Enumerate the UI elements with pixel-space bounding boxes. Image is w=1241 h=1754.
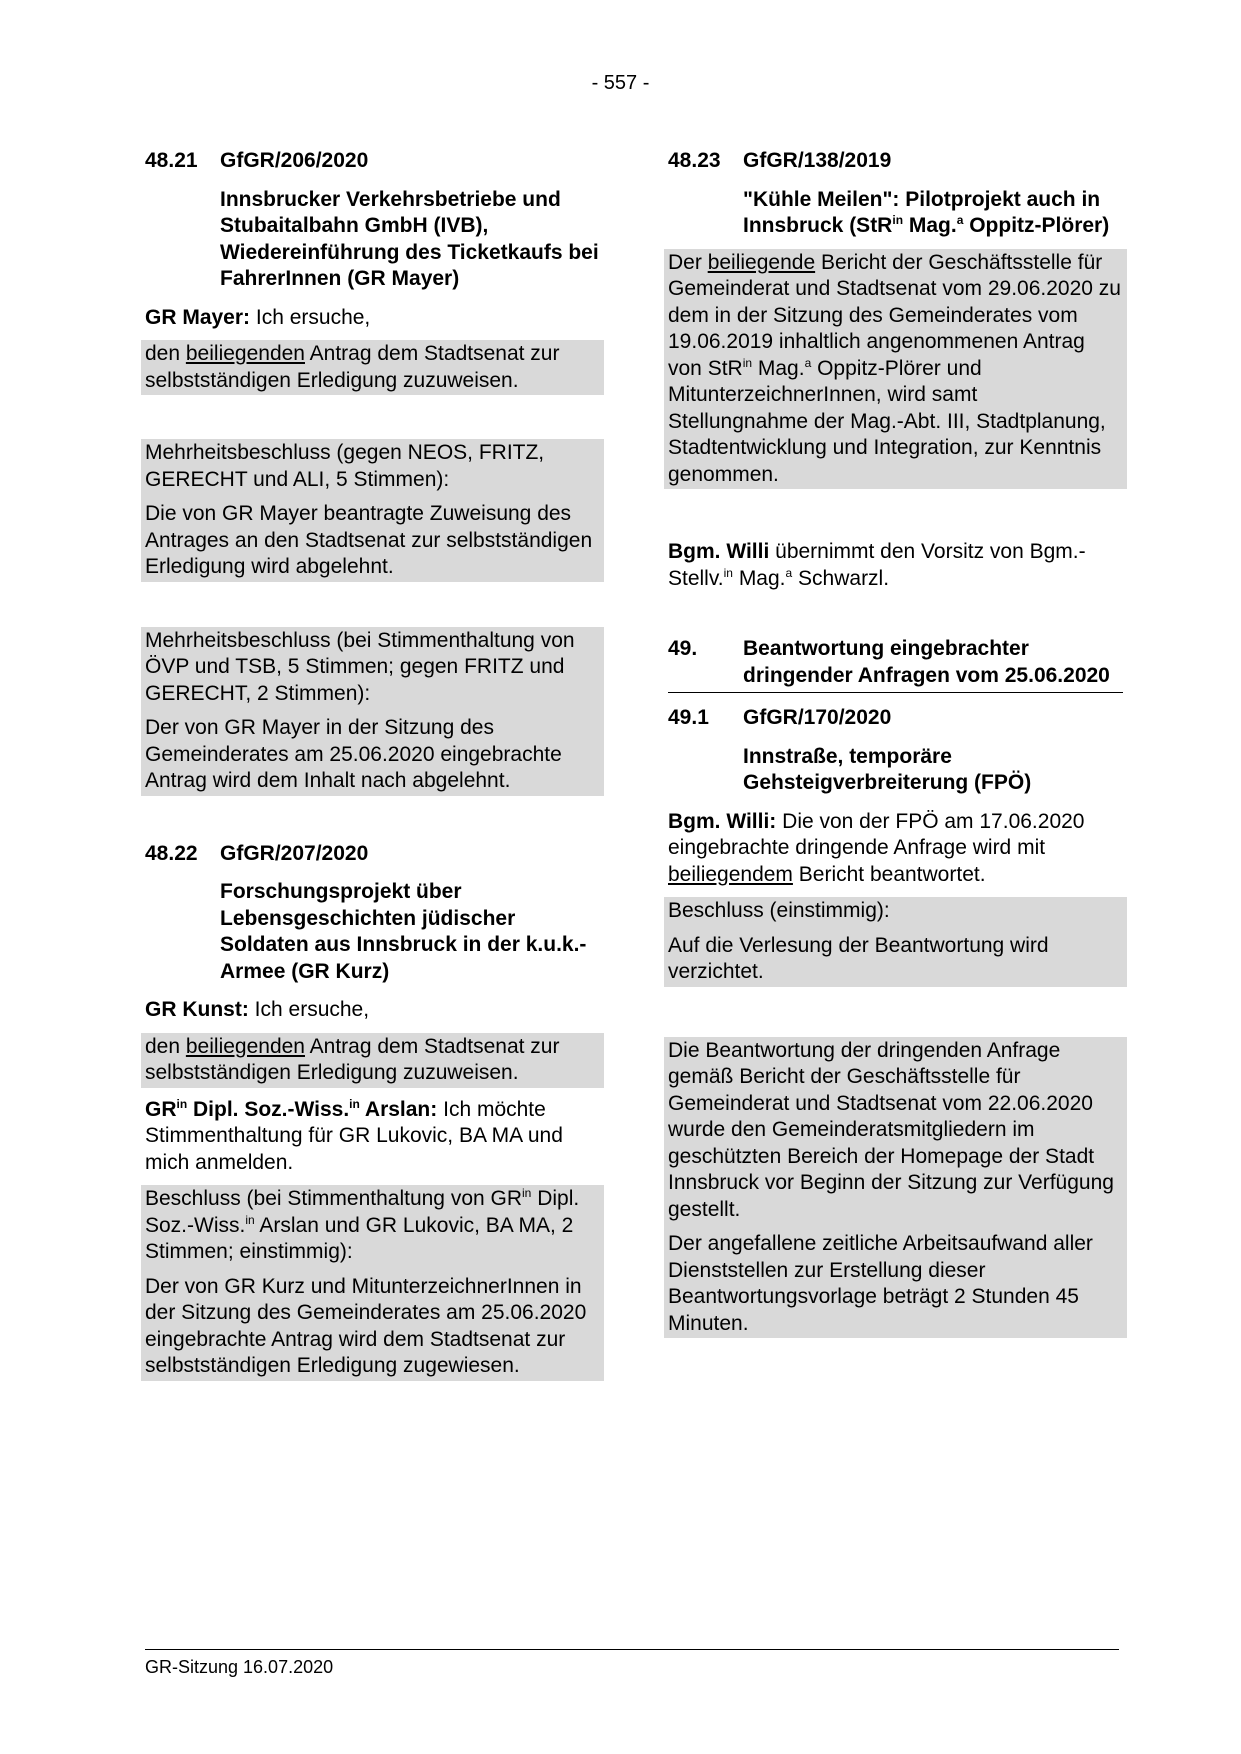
right-column <box>668 148 1123 1338</box>
resolution-text: Der von GR Mayer in der Sitzung des Gemeinderates am 25.06.2020 eingebrachte Antrag wird dem Inhalt nach abgelehnt. <box>145 716 562 792</box>
section-number: 49.1 <box>668 706 709 729</box>
attachment-link[interactable]: beiliegenden <box>185 1034 305 1058</box>
section-number: 48.22 <box>145 841 198 865</box>
request-text-post: Antrag dem Stadtsenat zur selbstständigen Erledigung zuzuweisen. <box>145 1034 560 1084</box>
section-number: 49. <box>668 637 698 660</box>
vote-text: Mehrheitsbeschluss (gegen NEOS, FRITZ, GERECHT und ALI, 5 Stimmen): <box>145 441 545 491</box>
section-title: Innstraße, temporäre Gehsteigverbreiterung (FPÖ) <box>743 744 1032 794</box>
resolution-text: Der beiliegende Bericht der Geschäftsstelle für Gemeinderat und Stadtsenat vom 29.06.2020 zu dem in der Sitzung des Gemeinderates vom 19.06.2019 inhaltlich angenommenen Antrag von StR$^{in}$ Mag.$^a$ Oppitz-Plörer und MitunterzeichnerInnen, wird samt Stellungnahme der Mag.-Abt. III, Stadtplanung, Stadtentwicklung und Integration, zur Kenntnis genommen. <box>664 249 1127 490</box>
attachment-link[interactable]: beiliegendem <box>668 862 793 886</box>
speech-text: Ich ersuche, <box>254 998 370 1021</box>
attachment-link[interactable]: beiliegenden <box>185 342 305 365</box>
chair-change-note: Bgm. Willi übernimmt den Vorsitz von Bgm.-Stellv.$^{in}$ Mag.$^a$ Schwarzl. <box>668 540 1086 590</box>
section-number: 48.21 <box>145 149 198 172</box>
speech-text: Ich ersuche, <box>255 305 371 329</box>
request-text-pre: den <box>145 1034 186 1058</box>
section-code: GfGR/207/2020 <box>220 841 369 865</box>
request-text-pre: den <box>145 342 186 365</box>
resolution-box <box>141 439 604 582</box>
section-heading-48-21 <box>145 148 600 175</box>
vote-text: Beschluss (einstimmig): <box>668 899 890 922</box>
speaker-name: $GR^{in}$ Dipl. Soz.-Wiss.$^{in}$ Arslan: <box>145 1096 438 1121</box>
section-title: Forschungsprojekt über Lebensgeschichten jüdischer Soldaten aus Innsbruck in der k.u.k.-Armee (GR Kurz) <box>220 880 587 983</box>
section-number: 48.23 <box>668 149 721 172</box>
info-text: Der angefallene zeitliche Arbeitsaufwand aller Dienststellen zur Erstellung dieser Beantwortungsvorlage beträgt 2 Stunden 45 Minuten. <box>668 1232 1093 1335</box>
footer-divider <box>145 1649 1119 1650</box>
section-heading-49 <box>668 636 1123 693</box>
left-column <box>145 148 600 1381</box>
request-text <box>141 1033 604 1088</box>
speaker-statement: Bgm. Willi: Die von der FPÖ am 17.06.2020 eingebrachte dringende Anfrage wird mit beiliegendem Bericht beantwortet. <box>668 809 1085 886</box>
speaker-statement <box>145 305 600 332</box>
section-code: GfGR/138/2019 <box>743 149 892 172</box>
speaker-statement <box>145 997 600 1024</box>
section-heading-48-23 <box>668 148 1123 175</box>
resolution-box <box>664 897 1127 987</box>
speaker-name: GR Kunst: <box>145 998 249 1021</box>
speaker-statement <box>145 1097 600 1177</box>
section-code: GfGR/170/2020 <box>743 706 892 729</box>
attachment-link[interactable]: beiliegende <box>707 250 816 274</box>
resolution-box <box>141 627 604 796</box>
request-text-post: Antrag dem Stadtsenat zur selbstständigen Erledigung zuzuweisen. <box>145 342 560 392</box>
resolution-text: Der von GR Kurz und MitunterzeichnerInnen in der Sitzung des Gemeinderates am 25.06.2020 eingebrachte Antrag wird dem Stadtsenat zur selbstständigen Erledigung zugewiesen. <box>145 1274 587 1377</box>
vote-text: Mehrheitsbeschluss (bei Stimmenthaltung von ÖVP und TSB, 5 Stimmen; gegen FRITZ und GERECHT, 2 Stimmen): <box>145 628 575 705</box>
section-heading-48-22 <box>145 841 600 868</box>
resolution-text: Auf die Verlesung der Beantwortung wird verzichtet. <box>668 933 1049 983</box>
info-text: Die Beantwortung der dringenden Anfrage gemäß Bericht der Geschäftsstelle für Gemeinderat und Stadtsenat vom 22.06.2020 wurde den Gemeinderatsmitgliedern im geschützten Bereich der Homepage der Stadt Innsbruck vor Beginn der Sitzung zur Verfügung gestellt. <box>668 1038 1114 1221</box>
speech-text: Ich möchte Stimmenthaltung für GR Lukovic, BA MA und mich anmelden. <box>145 1097 563 1174</box>
footer-session-date: GR-Sitzung 16.07.2020 <box>145 1657 334 1677</box>
resolution-text: Die von GR Mayer beantragte Zuweisung des Antrages an den Stadtsenat zur selbstständigen Erledigung wird abgelehnt. <box>145 502 593 578</box>
speaker-name: Bgm. Willi <box>668 540 770 563</box>
page-number: - 557 - <box>591 72 650 94</box>
vote-text: Beschluss (bei Stimmenthaltung von $GR^{in}$ Dipl. Soz.-Wiss.$^{in}$ Arslan und GR Lukovic, BA MA, 2 Stimmen; einstimmig): <box>145 1186 580 1263</box>
request-text <box>141 340 604 395</box>
section-heading-49-1 <box>668 705 1123 732</box>
section-title: Beantwortung eingebrachter dringender Anfragen vom 25.06.2020 <box>743 637 1110 687</box>
speaker-name: Bgm. Willi: <box>668 809 777 833</box>
section-title: "Kühle Meilen": Pilotprojekt auch in Innsbruck (StR$^{in}$ Mag.$^a$ Oppitz-Plörer) <box>743 187 1110 237</box>
section-code: GfGR/206/2020 <box>220 149 369 172</box>
speaker-name: GR Mayer: <box>145 305 251 329</box>
resolution-box <box>141 1185 604 1381</box>
info-box <box>664 1037 1127 1339</box>
section-title: Innsbrucker Verkehrsbetriebe und Stubaitalbahn GmbH (IVB), Wiedereinführung des Ticketkaufs bei FahrerInnen (GR Mayer) <box>220 187 599 290</box>
